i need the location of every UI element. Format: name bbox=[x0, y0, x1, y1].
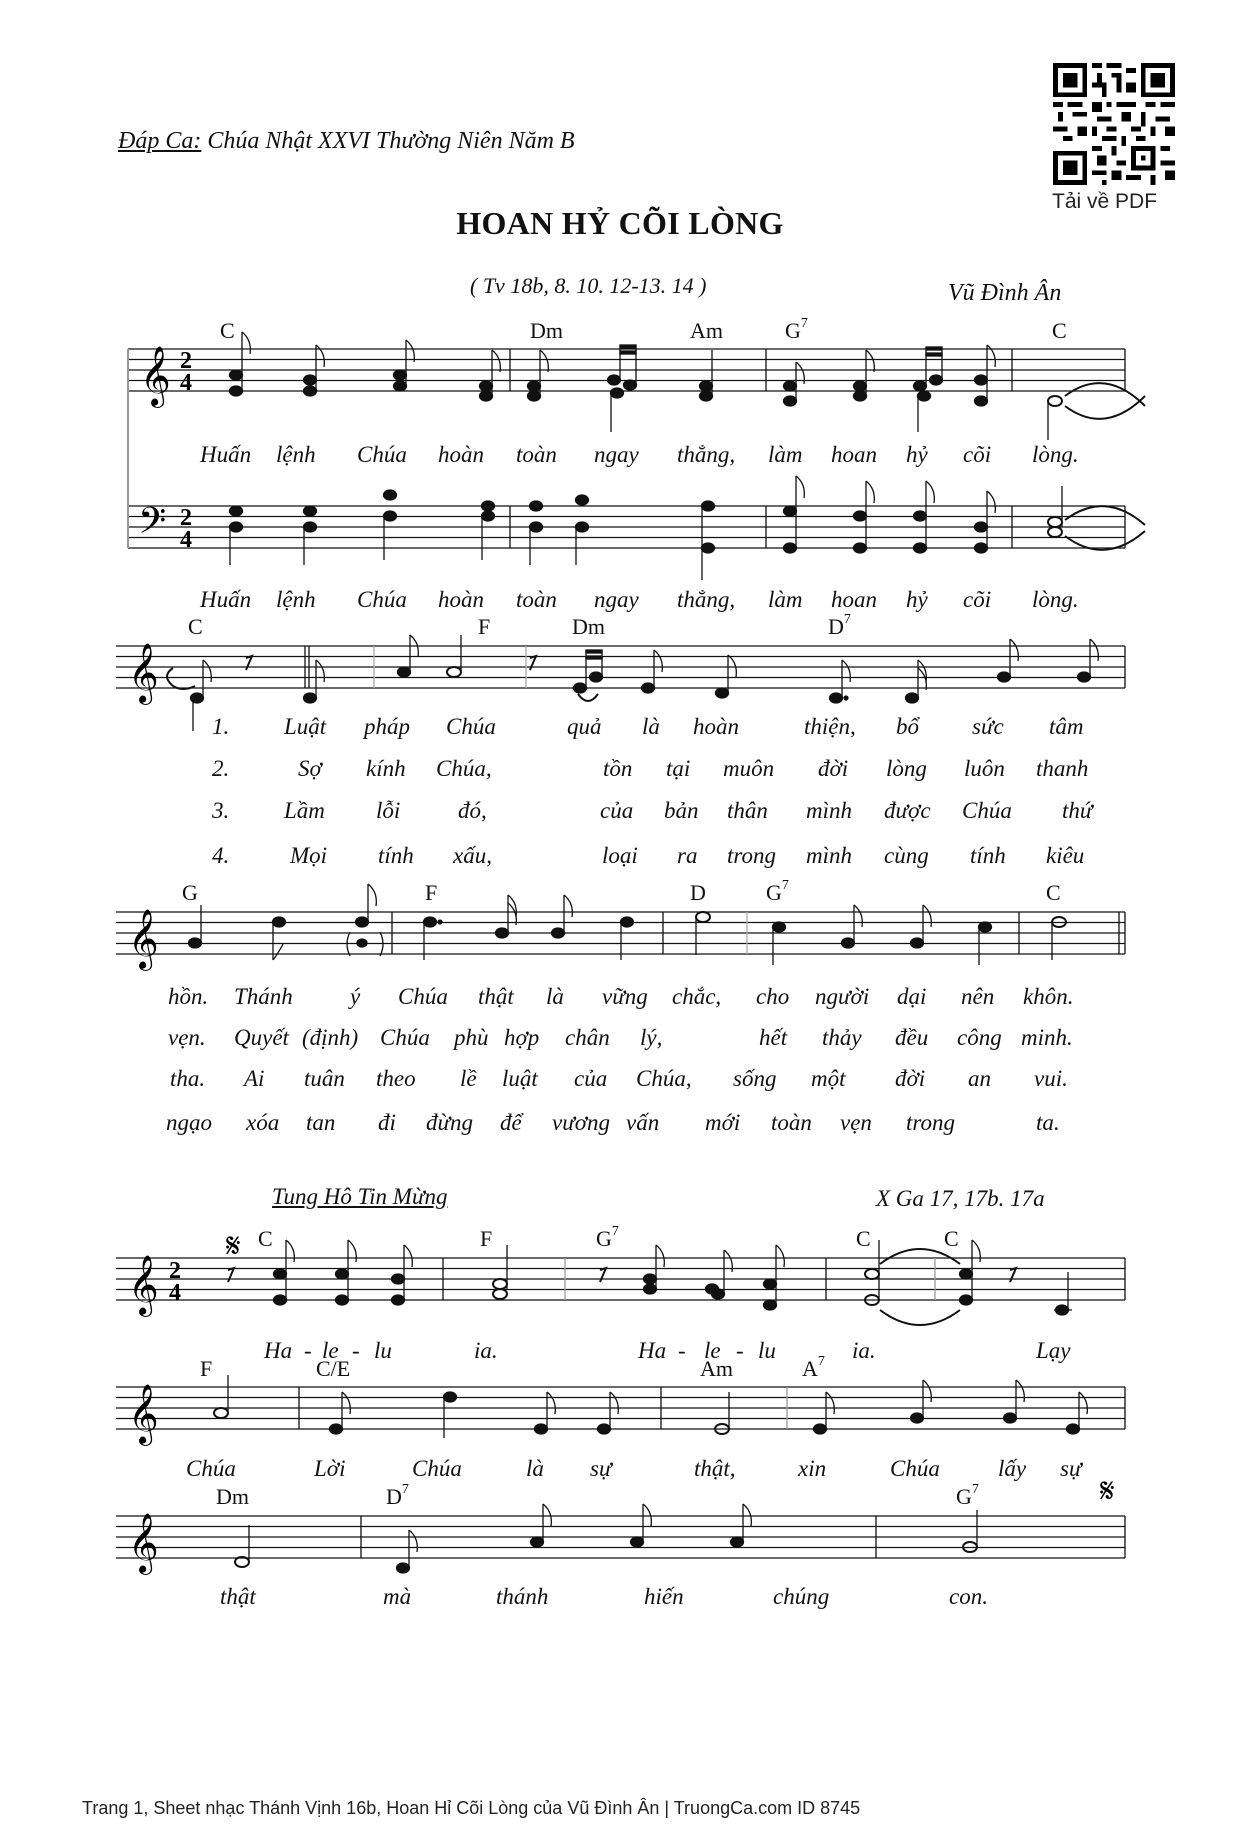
lyric-syllable: mới bbox=[705, 1110, 741, 1135]
chord: C bbox=[220, 318, 235, 343]
lyric-syllable: hỷ bbox=[906, 442, 928, 467]
lyric-syllable: Lầm bbox=[284, 798, 325, 823]
chord: D bbox=[690, 880, 706, 905]
lyric-syllable: là bbox=[526, 1456, 544, 1481]
lyric-syllable: đi bbox=[378, 1110, 396, 1135]
lyric-syllable: chúng bbox=[773, 1584, 830, 1609]
download-pdf-link[interactable]: Tải về PDF bbox=[1052, 190, 1158, 213]
lyric-syllable: tính bbox=[970, 843, 1006, 868]
lyric-syllable: ngay bbox=[594, 587, 639, 612]
lyric-syllable: lỗi bbox=[376, 798, 401, 823]
chord: F bbox=[200, 1356, 213, 1381]
lyric-syllable: mà bbox=[383, 1584, 412, 1609]
lyric-syllable: lòng. bbox=[1032, 587, 1079, 612]
lyric-syllable: hợp bbox=[504, 1025, 540, 1050]
chord: $D^7$ bbox=[386, 1482, 409, 1509]
lyric-syllable: được bbox=[884, 798, 931, 823]
lyric-syllable: mình bbox=[806, 843, 852, 868]
lyric-syllable: quả bbox=[567, 714, 602, 739]
occasion-label: Đáp Ca: bbox=[118, 128, 202, 154]
verse-number: 4. bbox=[212, 843, 230, 868]
lyric-syllable: pháp bbox=[364, 714, 410, 739]
lyric-syllable: sự bbox=[590, 1456, 612, 1481]
lyric-syllable: sự bbox=[1060, 1456, 1082, 1481]
chord: Dm bbox=[572, 614, 605, 639]
treble-clef-icon: 𝄞 bbox=[128, 1255, 159, 1315]
lyric-syllable: le bbox=[704, 1338, 721, 1363]
treble-clef-icon: 𝄞 bbox=[128, 1513, 159, 1573]
lyric-syllable: vương bbox=[552, 1110, 611, 1135]
lyric-syllable: minh. bbox=[1021, 1025, 1073, 1050]
chord: $G^7$ bbox=[785, 316, 808, 343]
lyric-syllable: lòng bbox=[886, 756, 927, 781]
lyric-syllable: ia. bbox=[474, 1338, 498, 1363]
chord: C bbox=[1052, 318, 1067, 343]
lyric-syllable: tồn bbox=[603, 756, 633, 781]
lyric-syllable: tâm bbox=[1049, 714, 1084, 739]
chord: Am bbox=[700, 1356, 733, 1381]
lyric-syllable: trong bbox=[906, 1110, 955, 1135]
chord: F bbox=[480, 1226, 493, 1251]
lyric-syllable: Chúa bbox=[186, 1456, 236, 1481]
lyric-syllable: thánh bbox=[496, 1584, 549, 1609]
chord: Dm bbox=[216, 1484, 249, 1509]
chord: $G^7$ bbox=[596, 1224, 619, 1251]
lyric-syllable: Chúa, bbox=[636, 1066, 692, 1091]
lyric-syllable: ngay bbox=[594, 442, 639, 467]
lyric-syllable: Ai bbox=[244, 1066, 265, 1091]
lyric-syllable: tại bbox=[666, 756, 691, 781]
lyric-syllable: lu bbox=[374, 1338, 392, 1363]
lyric-syllable: sức bbox=[972, 714, 1004, 739]
svg-text:2: 2 bbox=[169, 1258, 181, 1284]
treble-clef-icon: 𝄞 bbox=[128, 909, 159, 969]
lyric-syllable: đời bbox=[818, 756, 849, 781]
lyric-syllable: Mọi bbox=[290, 843, 328, 868]
lyric-syllable: đều bbox=[895, 1025, 929, 1050]
lyric-syllable: tha. bbox=[170, 1066, 206, 1091]
hyphen: - bbox=[736, 1338, 744, 1363]
svg-text:2: 2 bbox=[180, 505, 192, 531]
lyric-syllable: hết bbox=[759, 1025, 788, 1050]
lyric-syllable: đời bbox=[895, 1066, 926, 1091]
lyric-syllable: thật bbox=[478, 984, 514, 1009]
gospel-reference: X Ga 17, 17b. 17a bbox=[876, 1186, 1045, 1211]
lyric-syllable: Lời bbox=[314, 1456, 346, 1481]
occasion-text: Chúa Nhật XXVI Thường Niên Năm B bbox=[207, 128, 575, 154]
chord: C bbox=[1046, 880, 1061, 905]
lyric-syllable: sống bbox=[733, 1066, 777, 1091]
lyric-syllable: chân bbox=[565, 1025, 610, 1050]
lyric-syllable: Chúa bbox=[446, 714, 496, 739]
chord: Dm bbox=[530, 318, 563, 343]
lyric-syllable: loại bbox=[602, 843, 638, 868]
lyric-syllable: Huấn bbox=[200, 442, 252, 467]
lyric-syllable: xin bbox=[798, 1456, 827, 1481]
lyric-syllable: muôn bbox=[723, 756, 775, 781]
lyric-syllable: lệnh bbox=[276, 587, 316, 612]
lyric-syllable: Thánh bbox=[234, 984, 293, 1009]
lyric-syllable: luật bbox=[502, 1066, 538, 1091]
lyric-syllable: của bbox=[574, 1066, 608, 1091]
lyric-syllable: hồn. bbox=[168, 984, 209, 1009]
lyric-syllable: ia. bbox=[852, 1338, 876, 1363]
treble-clef-icon: 𝄞 bbox=[128, 643, 159, 703]
lyric-syllable: cõi bbox=[963, 587, 992, 612]
section-heading: Tung Hô Tin Mừng bbox=[272, 1184, 448, 1209]
lyric-syllable: toàn bbox=[516, 442, 557, 467]
page-footer: Trang 1, Sheet nhạc Thánh Vịnh 16b, Hoan Hỉ Cõi Lòng của Vũ Đình Ân | TruongCa.com ID 8745 bbox=[82, 1798, 861, 1818]
hyphen: - bbox=[678, 1338, 686, 1363]
chord: C bbox=[856, 1226, 871, 1251]
lyric-syllable: thứ bbox=[1062, 798, 1093, 823]
lyric-syllable: lòng. bbox=[1032, 442, 1079, 467]
lyric-syllable: hỷ bbox=[906, 587, 928, 612]
chord: F bbox=[478, 614, 491, 639]
lyric-syllable: làm bbox=[768, 442, 803, 467]
lyric-syllable: hoàn bbox=[438, 587, 484, 612]
lyric-syllable: vui. bbox=[1034, 1066, 1068, 1091]
svg-text:4: 4 bbox=[180, 527, 192, 553]
chord: Am bbox=[690, 318, 723, 343]
lyric-syllable: tan bbox=[306, 1110, 336, 1135]
lyric-syllable: Chúa bbox=[357, 442, 407, 467]
lyric-syllable: tính bbox=[378, 843, 414, 868]
lyric-syllable: ý bbox=[350, 984, 361, 1009]
lyric-syllable: nên bbox=[961, 984, 995, 1009]
lyric-syllable: Sợ bbox=[298, 756, 322, 781]
lyric-syllable: thân bbox=[727, 798, 768, 823]
lyric-syllable: thẳng, bbox=[677, 587, 736, 612]
chord: G bbox=[182, 880, 198, 905]
lyric-syllable: Chúa bbox=[380, 1025, 430, 1050]
lyric-syllable: vẹn. bbox=[168, 1025, 206, 1050]
lyric-syllable: một bbox=[811, 1066, 846, 1091]
lyric-syllable: thật bbox=[220, 1584, 256, 1609]
lyric-syllable: xóa bbox=[246, 1110, 280, 1135]
lyric-syllable: toàn bbox=[516, 587, 557, 612]
lyric-syllable: làm bbox=[768, 587, 803, 612]
lyric-syllable: thật, bbox=[694, 1456, 736, 1481]
lyric-syllable: cho bbox=[756, 984, 790, 1009]
lyric-syllable: vẹn bbox=[840, 1110, 872, 1135]
chord: $D^7$ bbox=[828, 612, 851, 639]
lyric-syllable: dại bbox=[897, 984, 927, 1009]
lyric-syllable: bản bbox=[664, 798, 699, 823]
lyric-syllable: của bbox=[600, 798, 634, 823]
lyric-syllable: Chúa bbox=[890, 1456, 940, 1481]
hyphen: - bbox=[304, 1338, 312, 1363]
chord: C/E bbox=[316, 1356, 351, 1381]
lyric-syllable: đừng bbox=[426, 1110, 474, 1135]
lyric-syllable: Ha bbox=[264, 1338, 293, 1363]
verse-number: 2. bbox=[212, 756, 230, 781]
lyric-syllable: Chúa bbox=[398, 984, 448, 1009]
lyric-syllable: hoàn bbox=[438, 442, 484, 467]
lyric-syllable: tuân bbox=[304, 1066, 345, 1091]
lyric-syllable: ngạo bbox=[166, 1110, 212, 1135]
lyric-syllable: để bbox=[500, 1110, 522, 1135]
lyric-syllable: thanh bbox=[1036, 756, 1089, 781]
lyric-syllable: con. bbox=[949, 1584, 988, 1609]
lyric-syllable: Chúa bbox=[412, 1456, 462, 1481]
lyric-syllable: Quyết bbox=[234, 1025, 289, 1050]
lyric-syllable: mình bbox=[806, 798, 852, 823]
lyric-syllable: khôn. bbox=[1023, 984, 1074, 1009]
verse-number: 3. bbox=[212, 798, 230, 823]
lyric-syllable: hoan bbox=[831, 442, 877, 467]
svg-text:4: 4 bbox=[180, 370, 192, 396]
lyric-syllable: kính bbox=[366, 756, 406, 781]
treble-clef-icon: 𝄞 bbox=[140, 346, 171, 406]
lyric-syllable: đó, bbox=[458, 798, 487, 823]
lyric-syllable: chắc, bbox=[672, 984, 722, 1009]
lyric-syllable: công bbox=[957, 1025, 1002, 1050]
lyric-syllable: thảy bbox=[822, 1025, 862, 1050]
chord: F bbox=[425, 880, 438, 905]
lyric-syllable: ra bbox=[677, 843, 698, 868]
lyric-syllable: bổ bbox=[896, 714, 919, 739]
lyric-syllable: vững bbox=[602, 984, 648, 1009]
lyric-syllable: là bbox=[546, 984, 564, 1009]
lyric-syllable: Lạy bbox=[1036, 1338, 1071, 1363]
lyric-syllable: Huấn bbox=[200, 587, 252, 612]
lyric-syllable: theo bbox=[376, 1066, 416, 1091]
lyric-syllable: lấy bbox=[998, 1456, 1027, 1481]
lyric-syllable: là bbox=[642, 714, 660, 739]
lyric-syllable: thiện, bbox=[804, 714, 856, 739]
lyric-syllable: Chúa bbox=[357, 587, 407, 612]
lyric-syllable: (định) bbox=[302, 1025, 359, 1050]
song-title: HOAN HỶ CÕI LÒNG bbox=[456, 205, 784, 241]
lyric-syllable: hiến bbox=[644, 1584, 684, 1609]
lyric-syllable: cùng bbox=[884, 843, 929, 868]
lyric-syllable: cõi bbox=[963, 442, 992, 467]
svg-text:4: 4 bbox=[169, 1280, 181, 1306]
lyric-syllable: Ha bbox=[638, 1338, 667, 1363]
lyric-syllable: phù bbox=[454, 1025, 489, 1050]
lyric-syllable: Chúa bbox=[962, 798, 1012, 823]
segno-icon: 𝄋 bbox=[226, 1226, 241, 1266]
chord: C bbox=[188, 614, 203, 639]
composer: Vũ Đình Ân bbox=[948, 280, 1062, 306]
bass-clef-icon: 𝄢 bbox=[138, 500, 167, 551]
chord: $G^7$ bbox=[956, 1482, 979, 1509]
lyric-syllable: trong bbox=[727, 843, 776, 868]
lyric-syllable: an bbox=[968, 1066, 991, 1091]
hyphen: - bbox=[352, 1338, 360, 1363]
lyric-syllable: lý, bbox=[640, 1025, 663, 1050]
lyric-syllable: kiêu bbox=[1046, 843, 1085, 868]
chord: C bbox=[258, 1226, 273, 1251]
lyric-syllable: hoàn bbox=[693, 714, 739, 739]
lyric-syllable: xấu, bbox=[453, 843, 492, 868]
segno-icon: 𝄋 bbox=[1100, 1471, 1115, 1511]
psalm-reference: ( Tv 18b, 8. 10. 12-13. 14 ) bbox=[470, 273, 707, 298]
lyric-syllable: toàn bbox=[771, 1110, 812, 1135]
chord: C bbox=[944, 1226, 959, 1251]
lyric-syllable: le bbox=[322, 1338, 339, 1363]
chord: $G^7$ bbox=[766, 878, 789, 905]
verse-number: 1. bbox=[212, 714, 230, 739]
lyric-syllable: lệnh bbox=[276, 442, 316, 467]
lyric-syllable: hoan bbox=[831, 587, 877, 612]
lyric-syllable: ta. bbox=[1036, 1110, 1060, 1135]
lyric-syllable: lu bbox=[758, 1338, 776, 1363]
svg-text:2: 2 bbox=[180, 348, 192, 374]
chord: $A^7$ bbox=[802, 1354, 825, 1381]
treble-clef-icon: 𝄞 bbox=[128, 1384, 159, 1444]
lyric-syllable: vấn bbox=[626, 1110, 660, 1135]
lyric-syllable: thẳng, bbox=[677, 442, 736, 467]
lyric-syllable: luôn bbox=[964, 756, 1005, 781]
lyric-syllable: Chúa, bbox=[436, 756, 492, 781]
lyric-syllable: lề bbox=[460, 1066, 477, 1091]
lyric-syllable: Luật bbox=[284, 714, 327, 739]
lyric-syllable: người bbox=[815, 984, 870, 1009]
